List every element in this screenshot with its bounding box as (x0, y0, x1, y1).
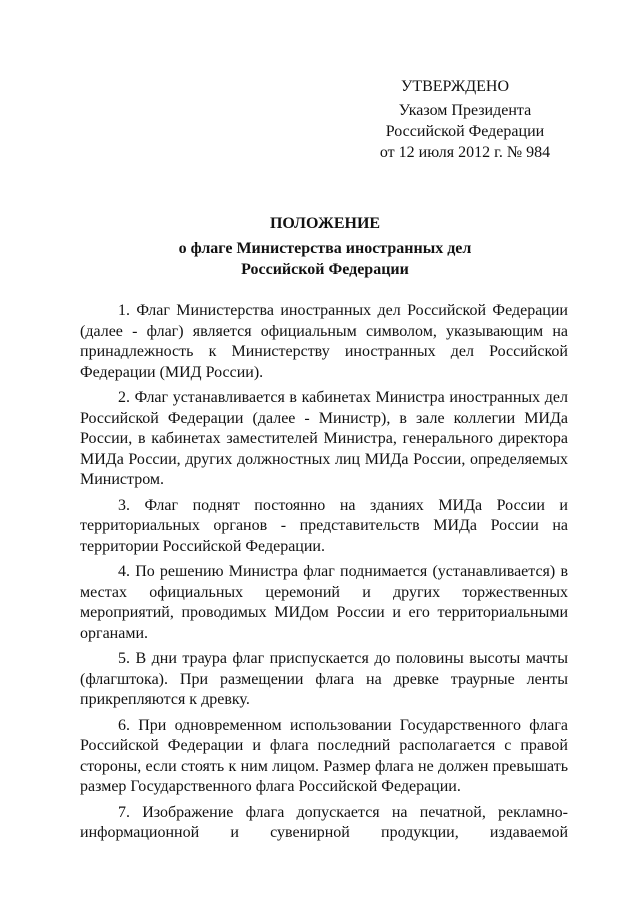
approval-line: Указом Президента (398, 102, 532, 119)
approval-line: Российской Федерации (385, 123, 545, 140)
paragraph-5: 5. В дни траура флаг приспускается до половины высоты мачты (флагштока). При размещении флага на древке траурные ленты прикрепляются к древку. (80, 650, 568, 708)
approval-block (360, 76, 570, 163)
paragraph-2: 2. Флаг устанавливается в кабинетах Министра иностранных дел Российской Федерации (далее - Министр), в зале коллегии МИДа России, в кабинетах заместителей Министра, генерального директора МИДа России, других должностных лиц МИДа России, определяемых Министром. (80, 389, 568, 488)
document-subtitle-line: Российской Федерации (241, 261, 409, 278)
paragraph-4: 4. По решению Министра флаг поднимается (устанавливается) в местах официальных церемоний и других торжественных мероприятий, проводимых МИДом России и его территориальными органами. (80, 563, 568, 642)
paragraph-3: 3. Флаг поднят постоянно на зданиях МИДа России и территориальных органов - представительств МИДа России на территории Российской Федерации. (80, 496, 568, 555)
document-title: ПОЛОЖЕНИЕ (269, 215, 381, 232)
approval-title: УТВЕРЖДЕНО (400, 78, 509, 95)
document-heading (80, 213, 570, 280)
paragraph-7: 7. Изображение флага допускается на печатной, рекламно-информационной и сувенирной продукции, издаваемой (80, 803, 568, 841)
approval-line: от 12 июля 2012 г. № 984 (379, 144, 551, 161)
paragraph-1: 1. Флаг Министерства иностранных дел Российской Федерации (далее - флаг) является официальным символом, указывающим на принадлежность к Министерству иностранных дел Российской Федерации (МИД России). (80, 302, 568, 381)
document-body (80, 301, 568, 849)
paragraph-6: 6. При одновременном использовании Государственного флага Российской Федерации и флага последний располагается с правой стороны, если стоять к ним лицом. Размер флага не должен превышать размер Государственного флага Российской Федерации. (80, 716, 568, 795)
document-subtitle-line: о флаге Министерства иностранных дел (178, 240, 472, 257)
